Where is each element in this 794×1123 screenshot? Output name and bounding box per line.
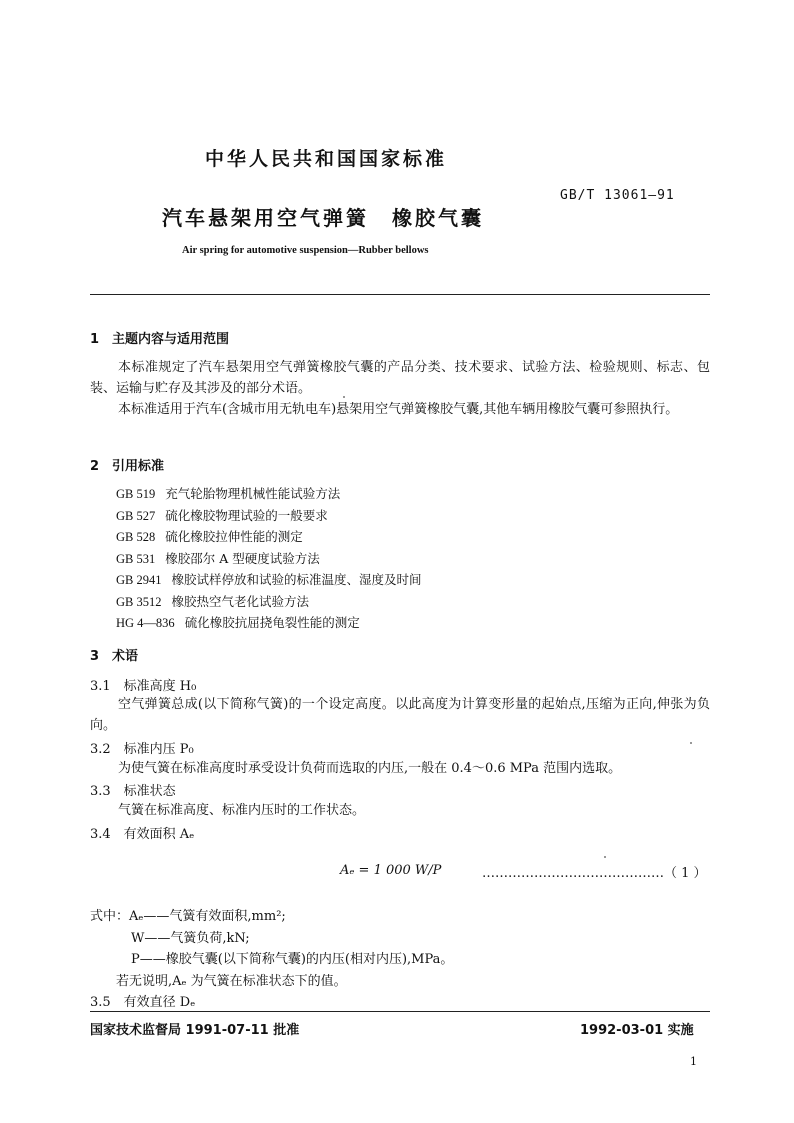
- reference-list: [116, 483, 422, 634]
- reference-item: [116, 569, 422, 591]
- symbol-def-p: P——橡胶气囊(以下简称气囊)的内压(相对内压),MPa。: [131, 952, 454, 967]
- issuing-body-title: 中华人民共和国国家标准: [205, 148, 448, 170]
- footer-divider: [90, 1011, 710, 1012]
- reference-title: 橡胶邵尔 A 型硬度试验方法: [165, 550, 320, 566]
- term-3-5-label: 3.5 有效直径 Dₑ: [90, 995, 196, 1010]
- term-3-4-label: 3.4 有效面积 Aₑ: [90, 827, 195, 842]
- section-2-heading: 2 引用标准: [90, 459, 165, 474]
- term-3-3-definition: 气簧在标准高度、标准内压时的工作状态。: [118, 803, 366, 818]
- reference-code: GB 528: [116, 530, 156, 544]
- section-1-heading: 1 主题内容与适用范围: [90, 332, 230, 347]
- header-divider: [90, 294, 710, 295]
- reference-item: [116, 612, 422, 634]
- reference-title: 硫化橡胶拉伸性能的测定: [165, 529, 303, 544]
- approval-date: 国家技术监督局 1991-07-11 批准: [90, 1023, 300, 1038]
- scan-speck: [604, 856, 606, 858]
- symbol-def-w: W——气簧负荷,kN;: [131, 931, 250, 946]
- reference-item: [116, 483, 422, 505]
- term-3-1-definition: 空气弹簧总成(以下简称气簧)的一个设定高度。以此高度为计算变形量的起始点,压缩为正向,伸张为负向。: [90, 697, 710, 733]
- term-3-2-definition: 为使气簧在标准高度时承受设计负荷而选取的内压,一般在 0.4～0.6 MPa 范围内选取。: [118, 761, 622, 776]
- reference-title: 橡胶热空气老化试验方法: [171, 593, 310, 609]
- document-title-cn: 汽车悬架用空气弹簧 橡胶气囊: [162, 206, 484, 230]
- reference-item: [116, 505, 422, 527]
- term-3-1-label: 3.1 标准高度 H₀: [90, 679, 197, 694]
- reference-code: GB 3512: [116, 594, 162, 609]
- section-1-paragraph-2: 本标准适用于汽车(含城市用无轨电车)悬架用空气弹簧橡胶气囊,其他车辆用橡胶气囊可参照执行。: [118, 402, 679, 417]
- reference-code: GB 527: [116, 508, 156, 523]
- symbol-def-ae: 式中：Aₑ——气簧有效面积,mm²;: [90, 909, 286, 924]
- reference-code: HG 4—836: [116, 616, 175, 630]
- reference-title: 充气轮胎物理机械性能试验方法: [165, 486, 341, 501]
- reference-title: 硫化橡胶抗屈挠龟裂性能的测定: [184, 615, 360, 630]
- reference-code: GB 531: [116, 551, 156, 566]
- reference-code: GB 519: [116, 487, 156, 501]
- reference-code: GB 2941: [116, 573, 162, 587]
- scan-speck: [690, 742, 692, 744]
- reference-item: [116, 526, 422, 548]
- effective-date: 1992-03-01 实施: [580, 1023, 694, 1038]
- reference-title: 橡胶试样停放和试验的标准温度、湿度及时间: [171, 572, 422, 587]
- section-3-heading: 3 术语: [90, 649, 139, 664]
- section-1-paragraph-1: 本标准规定了汽车悬架用空气弹簧橡胶气囊的产品分类、技术要求、试验方法、检验规则、标志、包装、运输与贮存及其涉及的部分术语。: [90, 360, 710, 396]
- formula-1: Aₑ = 1 000 W/P: [340, 863, 442, 878]
- standard-number: GB/T 13061—91: [560, 188, 675, 203]
- term-3-3-label: 3.3 标准状态: [90, 784, 176, 799]
- scan-speck: [343, 396, 345, 398]
- term-3-2-label: 3.2 标准内压 P₀: [90, 742, 194, 757]
- formula-number: ……………………………………（ 1 ）: [482, 866, 707, 881]
- reference-item: [116, 548, 422, 570]
- page-number: 1: [690, 1055, 697, 1068]
- term-3-4-note: 若无说明,Aₑ 为气簧在标准状态下的值。: [116, 974, 347, 989]
- document-title-en: Air spring for automotive suspension—Rubber bellows: [182, 245, 429, 256]
- reference-title: 硫化橡胶物理试验的一般要求: [165, 507, 328, 523]
- reference-item: [116, 591, 422, 613]
